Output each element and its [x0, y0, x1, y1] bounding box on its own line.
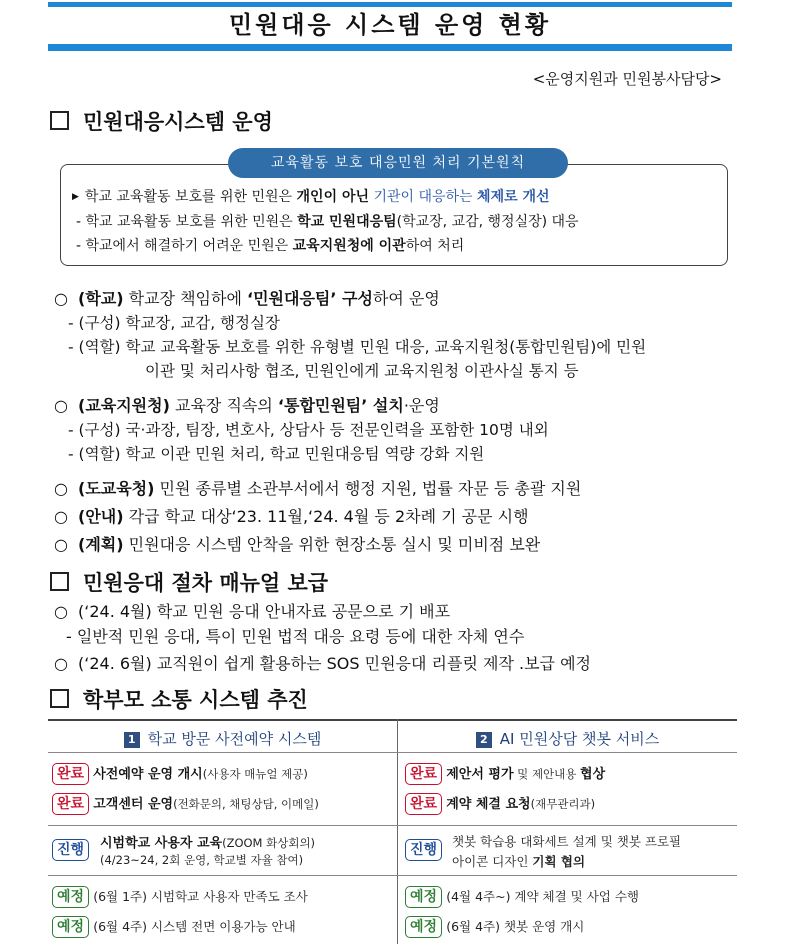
section-1-title: 민원대응시스템 운영	[50, 106, 273, 136]
checkbox-square-icon	[50, 111, 69, 130]
table-divider	[48, 825, 737, 826]
status-badge-planned: 예정	[405, 886, 442, 908]
right-row-5: 예정 (6월 4주) 챗봇 운영 개시	[405, 916, 584, 938]
department-label: <운영지원과 민원봉사담당>	[532, 70, 722, 88]
circle-bullet-icon: ○	[54, 602, 68, 621]
right-row-1: 완료 제안서 평가 및 제안내용 협상	[405, 763, 605, 785]
circle-bullet-icon: ○	[54, 507, 68, 526]
checkbox-square-icon	[50, 572, 69, 591]
office-item: ○ (교육지원청) 교육장 직속의 ‘통합민원팀’ 설치·운영	[54, 396, 440, 415]
left-row-5: 예정 (6월 4주) 시스템 전면 이용가능 안내	[52, 916, 296, 938]
status-badge-done: 완료	[405, 763, 442, 785]
right-row-3-badge-wrap	[405, 839, 442, 861]
principle-line-1: ▶ 학교 교육활동 보호를 위한 민원은 개인이 아닌 기관이 대응하는 체제로 개선	[72, 189, 550, 205]
status-badge-done: 완료	[52, 763, 89, 785]
status-badge-done: 완료	[52, 793, 89, 815]
status-badge-planned: 예정	[52, 916, 89, 938]
principle-header: 교육활동 보호 대응민원 처리 기본원칙	[228, 148, 568, 178]
office-sub-2: - (역할) 학교 이관 민원 처리, 학교 민원대응팀 역량 강화 지원	[68, 445, 485, 463]
left-row-3-line-2: (4/23~24, 2회 운영, 학교별 자율 참여)	[100, 853, 304, 867]
principle-line-2: - 학교 교육활동 보호를 위한 민원은 학교 민원대응팀(학교장, 교감, 행정실장) 대응	[76, 214, 579, 230]
number-badge: 1	[124, 732, 140, 748]
left-row-3: 시범학교 사용자 교육(ZOOM 화상회의)	[100, 836, 316, 851]
right-row-3-line-2: 아이콘 디자인 기획 협의	[452, 854, 586, 869]
office-sub-1: - (구성) 국·과장, 팀장, 변호사, 상담사 등 전문인력을 포함한 10명 내외	[68, 421, 549, 439]
circle-bullet-icon: ○	[54, 535, 68, 554]
table-divider	[48, 752, 737, 753]
school-sub-1: - (구성) 학교장, 교감, 행정실장	[68, 314, 280, 332]
left-row-1: 완료 사전예약 운영 개시(사용자 매뉴얼 제공)	[52, 763, 308, 785]
status-badge-progress: 진행	[52, 839, 89, 861]
table-divider	[48, 875, 737, 876]
notice-item: ○ (안내) 각급 학교 대상‘23. 11월,‘24. 4월 등 2차례 기 공문 시행	[54, 507, 529, 526]
circle-bullet-icon: ○	[54, 654, 68, 673]
page-title: 민원대응 시스템 운영 현황	[228, 11, 552, 39]
circle-bullet-icon: ○	[54, 479, 68, 498]
right-row-2: 완료 계약 체결 요청(재무관리과)	[405, 793, 595, 815]
province-item: ○ (도교육청) 민원 종류별 소관부서에서 행정 지원, 법률 자문 등 총괄 지원	[54, 479, 582, 498]
right-row-4: 예정 (4월 4주~) 계약 체결 및 사업 수행	[405, 886, 639, 908]
left-row-3-badge-wrap	[52, 839, 89, 861]
manual-item-1: ○ (‘24. 4월) 학교 민원 응대 안내자료 공문으로 기 배포	[54, 602, 451, 621]
status-badge-planned: 예정	[52, 886, 89, 908]
section-3-title: 학부모 소통 시스템 추진	[50, 684, 308, 714]
school-item: ○ (학교) 학교장 책임하에 ‘민원대응팀’ 구성하여 운영	[54, 289, 440, 308]
circle-bullet-icon: ○	[54, 396, 68, 415]
left-row-4: 예정 (6월 1주) 시범학교 사용자 만족도 조사	[52, 886, 308, 908]
right-row-3: 챗봇 학습용 대화세트 설계 및 챗봇 프로필	[452, 834, 682, 849]
checkbox-square-icon	[50, 689, 69, 708]
status-badge-progress: 진행	[405, 839, 442, 861]
triangle-bullet-icon: ▶	[72, 192, 79, 202]
left-column-heading: 1 학교 방문 사전예약 시스템	[48, 728, 397, 749]
left-row-2: 완료 고객센터 운영(전화문의, 채팅상담, 이메일)	[52, 793, 319, 815]
plan-item: ○ (계획) 민원대응 시스템 안착을 위한 현장소통 실시 및 미비점 보완	[54, 535, 541, 554]
circle-bullet-icon: ○	[54, 289, 68, 308]
school-sub-2b: 이관 및 처리사항 협조, 민원인에게 교육지원청 이관사실 통지 등	[145, 362, 579, 380]
status-badge-planned: 예정	[405, 916, 442, 938]
status-badge-done: 완료	[405, 793, 442, 815]
principle-line-3: - 학교에서 해결하기 어려운 민원은 교육지원청에 이관하여 처리	[76, 238, 465, 254]
table-top-border	[48, 719, 737, 721]
title-bar-bottom	[48, 44, 732, 51]
section-2-title: 민원응대 절차 매뉴얼 보급	[50, 567, 328, 597]
number-badge: 2	[476, 732, 492, 748]
title-bar-top	[48, 2, 732, 7]
manual-item-1-sub: - 일반적 민원 응대, 특이 민원 법적 대응 요령 등에 대한 자체 연수	[66, 627, 525, 646]
right-column-heading: 2 AI 민원상담 챗봇 서비스	[398, 728, 737, 749]
school-sub-2: - (역할) 학교 교육활동 보호를 위한 유형별 민원 대응, 교육지원청(통합민원팀)에 민원	[68, 338, 647, 356]
manual-item-2: ○ (‘24. 6월) 교직원이 쉽게 활용하는 SOS 민원응대 리플릿 제작 .보급 예정	[54, 654, 591, 673]
